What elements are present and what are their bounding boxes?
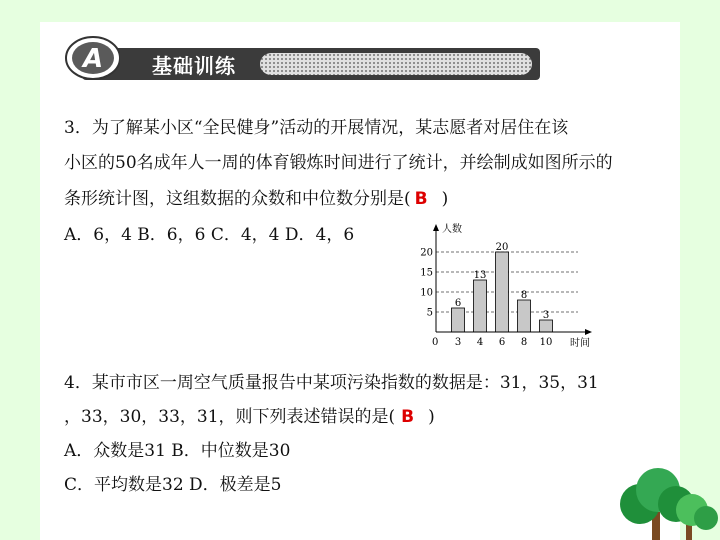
x-tick-label: 4	[476, 337, 484, 348]
banner-dotted-bar	[260, 53, 532, 75]
letter-a-badge-icon	[62, 34, 120, 80]
bar-value-label: 6	[454, 298, 462, 309]
q4-line1: 4．某市市区一周空气质量报告中某项污染指数的数据是：31，35，31	[64, 373, 599, 393]
q4-options-ab: A．众数是31 B．中位数是30	[64, 441, 291, 461]
x-tick-label: 10	[539, 337, 553, 348]
q4-answer: B	[401, 407, 415, 427]
banner-title: 基础训练	[152, 54, 236, 78]
x-axis-arrow	[585, 329, 592, 335]
bar-value-label: 20	[495, 242, 509, 253]
y-tick-label: 15	[420, 267, 433, 279]
bar-10	[540, 320, 553, 332]
x-tick-label: 3	[454, 337, 462, 348]
origin-label: 0	[432, 337, 439, 348]
bar-chart	[420, 218, 600, 352]
q4-options-cd: C．平均数是32 D．极差是5	[64, 475, 282, 495]
q3-line3	[64, 184, 448, 209]
y-axis-label: 人数	[442, 224, 462, 235]
banner-letter: A	[82, 44, 104, 74]
q4-stem-end: ，33，30，33，31，则下列表述错误的是(	[64, 407, 396, 427]
q4-paren-close: )	[428, 407, 435, 427]
y-tick-label: 5	[426, 307, 433, 319]
bar-3	[452, 308, 465, 332]
bar-value-label: 3	[542, 310, 550, 321]
bar-value-label: 13	[473, 270, 487, 281]
q3-stem-end: 条形统计图，这组数据的众数和中位数分别是(	[64, 189, 411, 209]
bar-8	[518, 300, 531, 332]
bar-4	[474, 280, 487, 332]
y-tick-label: 10	[420, 287, 433, 299]
q3-paren-close: )	[441, 189, 449, 209]
bar-6	[496, 252, 509, 332]
x-tick-label: 8	[520, 337, 528, 348]
q3-answer: B	[414, 189, 428, 209]
q3-options: A．6，4 B．6，6 C．4，4 D．4，6	[64, 225, 355, 245]
section-banner	[62, 34, 542, 82]
x-tick-label: 6	[498, 337, 506, 348]
bar-value-label: 8	[520, 290, 528, 301]
q3-line2: 小区的50名成年人一周的体育锻炼时间进行了统计，并绘制成如图所示的	[64, 153, 613, 173]
tree-decoration-icon	[600, 468, 720, 540]
y-tick-label: 20	[420, 247, 433, 259]
q4-line2	[64, 402, 435, 427]
y-axis-arrow	[433, 224, 439, 231]
q3-line1: 3．为了解某小区“全民健身”活动的开展情况，某志愿者对居住在该	[64, 118, 569, 138]
x-axis-label: 时间	[570, 338, 590, 349]
